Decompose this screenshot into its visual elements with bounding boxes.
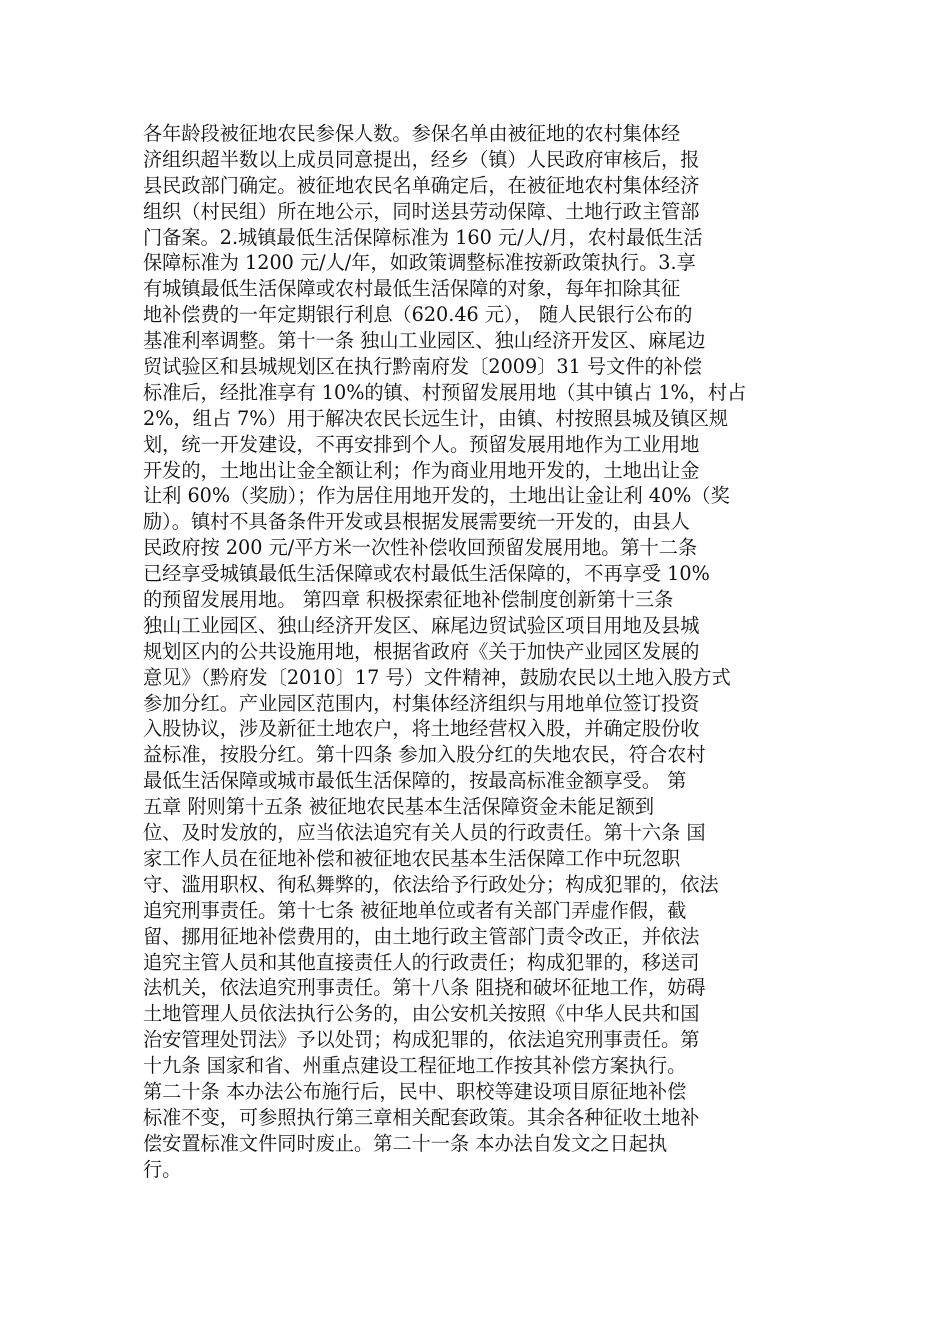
text-line: 守、滥用职权、徇私舞弊的，依法给予行政处分；构成犯罪的，依法 bbox=[143, 872, 719, 896]
text-line: 十九条 国家和省、州重点建设工程征地工作按其补偿方案执行。 bbox=[143, 1054, 687, 1078]
text-line: 参加分红。产业园区范围内，村集体经济组织与用地单位签订投资 bbox=[143, 691, 700, 715]
text-line: 标准不变，可参照执行第三章相关配套政策。其余各种征收土地补 bbox=[143, 1105, 700, 1129]
text-line: 行。 bbox=[143, 1157, 182, 1181]
text-line: 开发的，土地出让金全额让利；作为商业用地开发的，土地出让金 bbox=[143, 458, 700, 482]
text-line: 土地管理人员依法执行公务的，由公安机关按照《中华人民共和国 bbox=[143, 1002, 700, 1026]
text-line: 法机关，依法追究刑事责任。第十八条 阻挠和破坏征地工作，妨碍 bbox=[143, 976, 706, 1000]
text-line: 五章 附则第十五条 被征地农民基本生活保障资金未能足额到 bbox=[143, 795, 655, 819]
body-text bbox=[143, 121, 803, 1183]
text-line: 民政府按 200 元/平方米一次性补偿收回预留发展用地。第十二条 bbox=[143, 536, 698, 560]
text-line: 最低生活保障或城市最低生活保障的，按最高标准金额享受。 第 bbox=[143, 769, 687, 793]
text-line: 2%，组占 7%）用于解决农民长远生计，由镇、村按照县城及镇区规 bbox=[143, 406, 729, 430]
text-line: 独山工业园区、独山经济开发区、麻尾边贸试验区项目用地及县城 bbox=[143, 613, 700, 637]
text-line: 组织（村民组）所在地公示，同时送县劳动保障、土地行政主管部 bbox=[143, 199, 700, 223]
text-line: 已经享受城镇最低生活保障或农村最低生活保障的，不再享受 10% bbox=[143, 562, 710, 586]
text-line: 规划区内的公共设施用地，根据省政府《关于加快产业园区发展的 bbox=[143, 639, 700, 663]
text-line: 入股协议，涉及新征土地农户，将土地经营权入股，并确定股份收 bbox=[143, 717, 700, 741]
text-line: 有城镇最低生活保障或农村最低生活保障的对象，每年扣除其征 bbox=[143, 277, 681, 301]
text-line: 保障标准为 1200 元/人/年，如政策调整标准按新政策执行。3.享 bbox=[143, 251, 696, 275]
text-line: 划，统一开发建设，不再安排到个人。预留发展用地作为工业用地 bbox=[143, 432, 700, 456]
text-line: 标准后，经批准享有 10%的镇、村预留发展用地（其中镇占 1%，村占 bbox=[143, 380, 747, 404]
text-line: 门备案。2.城镇最低生活保障标准为 160 元/人/月，农村最低生活 bbox=[143, 225, 703, 249]
text-line: 贸试验区和县城规划区在执行黔南府发〔2009〕31 号文件的补偿 bbox=[143, 355, 703, 379]
text-line: 励）。镇村不具备条件开发或县根据发展需要统一开发的，由县人 bbox=[143, 510, 690, 534]
text-line: 济组织超半数以上成员同意提出，经乡（镇）人民政府审核后，报 bbox=[143, 147, 700, 171]
text-line: 县民政部门确定。被征地农民名单确定后，在被征地农村集体经济 bbox=[143, 173, 700, 197]
text-line: 基准利率调整。第十一条 独山工业园区、独山经济开发区、麻尾边 bbox=[143, 329, 706, 353]
text-line: 追究主管人员和其他直接责任人的行政责任；构成犯罪的，移送司 bbox=[143, 950, 700, 974]
text-line: 益标准，按股分红。第十四条 参加入股分红的失地农民，符合农村 bbox=[143, 743, 706, 767]
text-line: 地补偿费的一年定期银行利息（620.46 元）， 随人民银行公布的 bbox=[143, 303, 693, 327]
text-line: 第二十条 本办法公布施行后，民中、职校等建设项目原征地补偿 bbox=[143, 1079, 687, 1103]
text-line: 留、挪用征地补偿费用的，由土地行政主管部门责令改正，并依法 bbox=[143, 924, 700, 948]
text-line: 家工作人员在征地补偿和被征地农民基本生活保障工作中玩忽职 bbox=[143, 846, 681, 870]
text-line: 各年龄段被征地农民参保人数。参保名单由被征地的农村集体经 bbox=[143, 122, 681, 145]
text-line: 偿安置标准文件同时废止。第二十一条 本办法自发文之日起执 bbox=[143, 1131, 668, 1155]
text-line: 让利 60%（奖励）；作为居住用地开发的，土地出让金让利 40%（奖 bbox=[143, 484, 730, 508]
text-line: 位、及时发放的，应当依法追究有关人员的行政责任。第十六条 国 bbox=[143, 821, 706, 845]
text-line: 意见》（黔府发〔2010〕17 号）文件精神，鼓励农民以土地入股方式 bbox=[143, 665, 731, 689]
text-line: 的预留发展用地。 第四章 积极探索征地补偿制度创新第十三条 bbox=[143, 588, 674, 612]
text-line: 治安管理处罚法》予以处罚；构成犯罪的，依法追究刑事责任。第 bbox=[143, 1028, 700, 1052]
text-line: 追究刑事责任。第十七条 被征地单位或者有关部门弄虚作假，截 bbox=[143, 898, 687, 922]
